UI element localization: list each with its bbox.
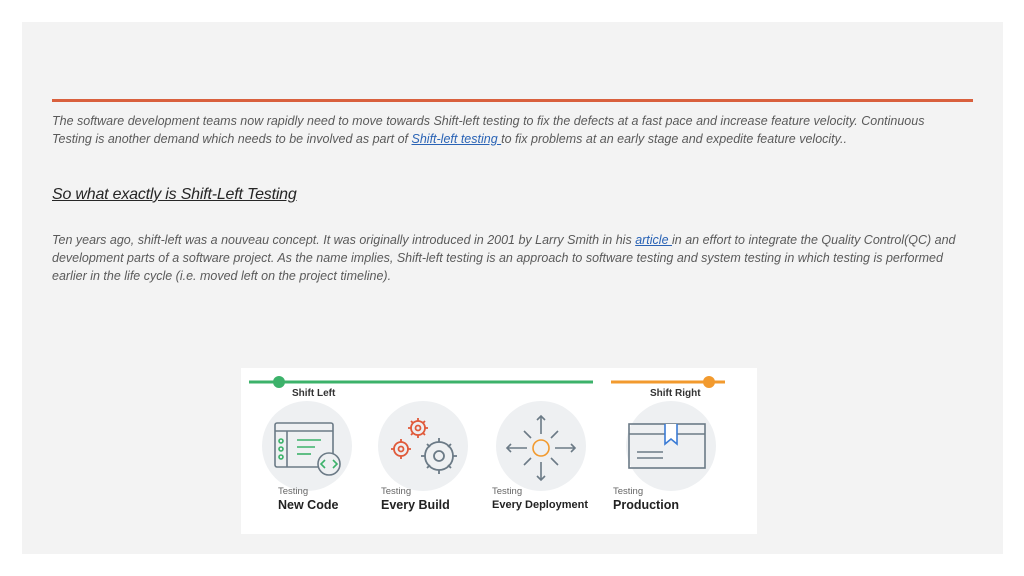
title-rule bbox=[52, 99, 973, 102]
body-text-after: in an effort to integrate the Quality Control(QC) and development parts of a software project. As the name implies, Shift-left testing is an approach to software testing and system testing in which testing is performed earlier in the life cycle (i.e. moved left on the project timeline). bbox=[52, 233, 956, 283]
article-link[interactable]: article bbox=[635, 233, 673, 247]
stage-1-small: Testing bbox=[278, 486, 309, 497]
stage-circle-2 bbox=[378, 401, 468, 491]
body-text-before: Ten years ago, shift-left was a nouveau concept. It was originally introduced in 2001 by Larry Smith in his bbox=[52, 233, 636, 247]
body-paragraph bbox=[52, 231, 967, 285]
shift-left-dot bbox=[273, 376, 285, 388]
shift-right-label: Shift Right bbox=[650, 388, 701, 399]
shift-left-label: Shift Left bbox=[292, 388, 336, 399]
stage-4-small: Testing bbox=[613, 486, 644, 497]
stage-3-small: Testing bbox=[492, 486, 523, 497]
stage-circle-4 bbox=[626, 401, 716, 491]
section-heading: So what exactly is Shift-Left Testing bbox=[52, 186, 297, 203]
shift-left-testing-link[interactable]: Shift-left testing bbox=[411, 132, 502, 146]
intro-text-before: The software development teams now rapidly need to move towards Shift-left testing to fix the defects at a fast pace and increase feature velocity. Continuous Testing is another demand which needs to be involved as part of bbox=[52, 114, 925, 146]
stage-3-big: Every Deployment bbox=[492, 499, 588, 511]
stage-2-big: Every Build bbox=[381, 498, 450, 512]
stage-2-small: Testing bbox=[381, 486, 412, 497]
shift-right-dot bbox=[703, 376, 715, 388]
stage-4-big: Production bbox=[613, 498, 679, 512]
shift-left-graphic bbox=[241, 368, 757, 534]
stage-1-big: New Code bbox=[278, 498, 339, 512]
intro-paragraph bbox=[52, 112, 967, 148]
intro-text-after: to fix problems at an early stage and expedite feature velocity.. bbox=[501, 132, 847, 146]
